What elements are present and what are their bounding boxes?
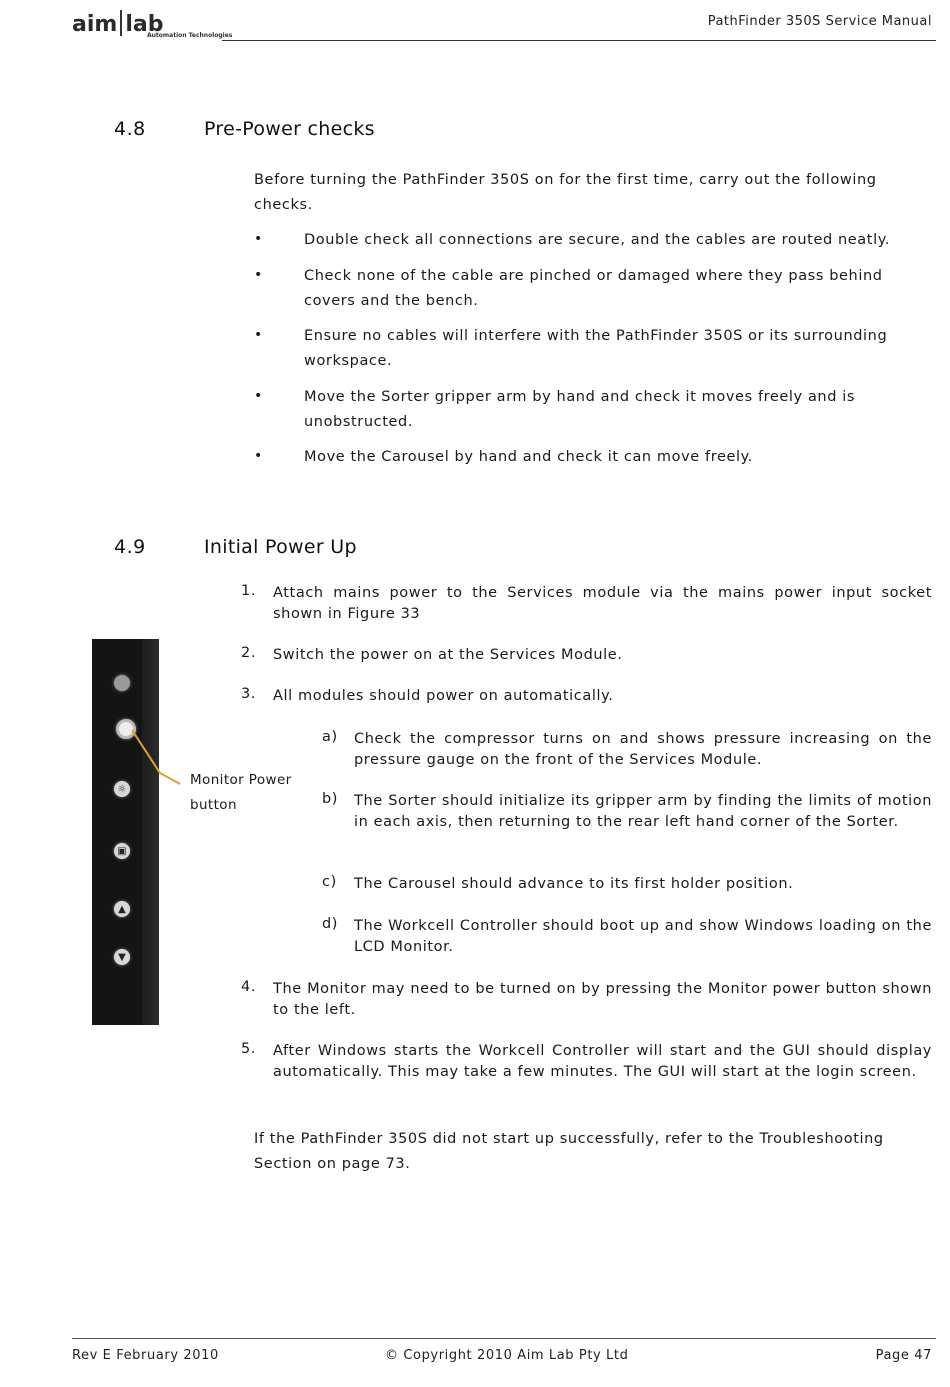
substep-label: d)	[322, 916, 339, 932]
monitor-power-caption: Monitor Power button	[190, 772, 292, 813]
logo-subtitle: Automation Technologies	[147, 32, 233, 39]
substep-text: The Sorter should initialize its gripper arm by finding the limits of motion in each axis, then returning to the rear left hand corner of the Sorter.	[354, 793, 932, 830]
footer-copyright: © Copyright 2010 Aim Lab Pty Ltd	[385, 1348, 629, 1363]
input-button-icon: ▣	[114, 843, 130, 859]
footer-revision: Rev E February 2010	[72, 1348, 219, 1363]
footer-rule	[72, 1338, 936, 1339]
logo-text-aim: aim	[72, 12, 118, 37]
step-number: 2.	[241, 645, 257, 661]
step-text: Attach mains power to the Services module via the mains power input socket shown in Figure 33	[273, 585, 932, 622]
bullet-marker: •	[254, 327, 263, 343]
logo-divider	[120, 10, 122, 36]
bullet-item: Ensure no cables will interfere with the PathFinder 350S or its surrounding workspace.	[304, 328, 888, 369]
step-number: 1.	[241, 583, 257, 599]
monitor-buttons-photo	[92, 639, 159, 1025]
bullet-item: Move the Carousel by hand and check it can move freely.	[304, 449, 753, 465]
bullet-item: Move the Sorter gripper arm by hand and check it moves freely and is unobstructed.	[304, 389, 856, 430]
step-text: The Monitor may need to be turned on by pressing the Monitor power button shown to the left.	[273, 981, 932, 1018]
closing-paragraph: If the PathFinder 350S did not start up successfully, refer to the Troubleshooting Section on page 73.	[254, 1131, 884, 1172]
section-title: Initial Power Up	[204, 536, 357, 558]
step-number: 5.	[241, 1041, 257, 1057]
bullet-marker: •	[254, 267, 263, 283]
section-title: Pre-Power checks	[204, 118, 375, 140]
led-indicator-icon	[114, 675, 130, 691]
substep-text: Check the compressor turns on and shows pressure increasing on the pressure gauge on the front of the Services Module.	[354, 731, 932, 768]
header-rule	[222, 40, 936, 41]
step-text: Switch the power on at the Services Module.	[273, 647, 623, 663]
step-number: 4.	[241, 979, 257, 995]
substep-label: c)	[322, 874, 337, 890]
substep-text: The Workcell Controller should boot up and show Windows loading on the LCD Monitor.	[354, 918, 932, 955]
step-text: All modules should power on automatically.	[273, 688, 614, 704]
substep-label: b)	[322, 791, 339, 807]
logo-text-lab: lab	[125, 12, 164, 37]
substep-label: a)	[322, 729, 338, 745]
up-button-icon: ▲	[114, 901, 130, 917]
bullet-item: Double check all connections are secure, and the cables are routed neatly.	[304, 232, 891, 248]
brightness-button-icon: ☼	[114, 781, 130, 797]
bullet-marker: •	[254, 231, 263, 247]
step-text: After Windows starts the Workcell Controller will start and the GUI should display automatically. This may take a few minutes. The GUI will start at the login screen.	[273, 1043, 932, 1080]
section-number: 4.8	[114, 118, 146, 140]
bullet-marker: •	[254, 448, 263, 464]
intro-paragraph: Before turning the PathFinder 350S on for the first time, carry out the following checks.	[254, 172, 877, 213]
down-button-icon: ▼	[114, 949, 130, 965]
section-number: 4.9	[114, 536, 146, 558]
callout-leader-line	[130, 728, 190, 788]
step-number: 3.	[241, 686, 257, 702]
header-title: PathFinder 350S Service Manual	[707, 14, 932, 29]
footer-page-number: Page 47	[875, 1348, 932, 1363]
substep-text: The Carousel should advance to its first holder position.	[354, 876, 794, 892]
bullet-marker: •	[254, 388, 263, 404]
bullet-item: Check none of the cable are pinched or damaged where they pass behind covers and the bench.	[304, 268, 883, 309]
